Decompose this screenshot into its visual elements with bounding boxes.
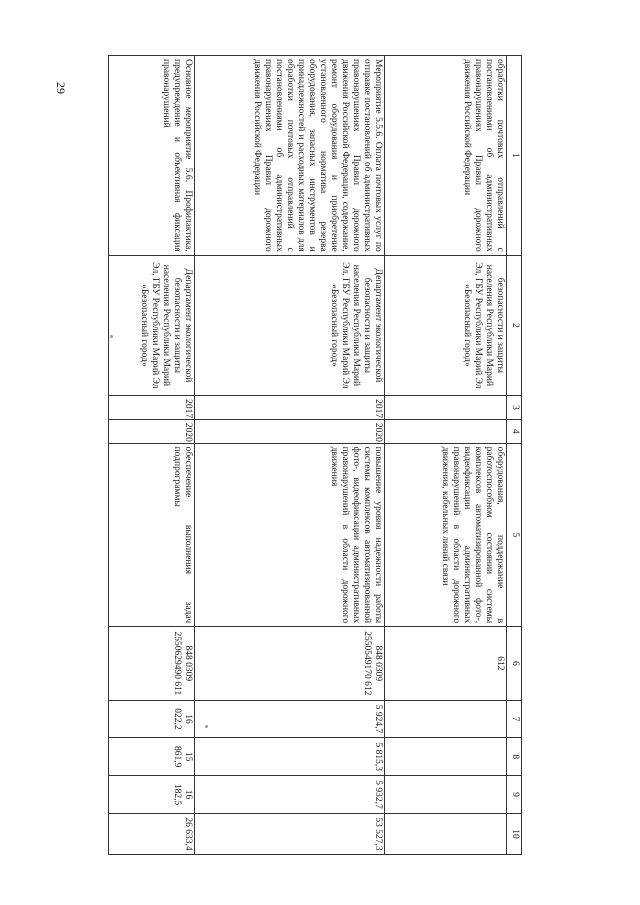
col-header-4: 4 [507, 419, 522, 443]
cell-value-10: 53 527,3 [195, 813, 385, 854]
cell-value-9 [385, 776, 507, 814]
cell-measure: обработки почтовых отправлений с постановлениями об административных правонарушениях Правил дорожного движения Российской Федерации [385, 56, 507, 256]
cell-value-9: 5 932,7 [195, 776, 385, 814]
cell-end-year: 2020 [195, 419, 385, 443]
col-header-10: 10 [507, 813, 522, 854]
col-header-7: 7 [507, 700, 522, 738]
cell-result: повышение уровня надежности работы системы комплексов автоматизированной фото-, видеофиксации административных правонарушений в области дорожного движения [195, 443, 385, 627]
program-table [108, 55, 522, 855]
cell-budget-code: 612 [385, 627, 507, 700]
col-header-2: 2 [507, 255, 522, 395]
page-number: 29 [54, 82, 68, 94]
cell-value-7 [385, 700, 507, 738]
cell-start-year: 2017 [195, 396, 385, 420]
cell-measure: Мероприятие 5.5.6. Оплата почтовых услуг по отправке постановлений об административных правонарушениях Правил дорожного движения Российской Федерации, содержание, ремонт оборудования и приобретение установленного норматива резерва оборудования, запасных инструментов и принадлежностей и расходных материалов для обработки почтовых отправлений с постановлениями об административных правонарушениях Правил дорожного движения Российской Федерации [195, 56, 385, 256]
cell-value-7: 16 022,2 [109, 700, 195, 738]
cell-budget-code: 848 0309 2550549170 612 [195, 627, 385, 700]
scan-speck [205, 725, 208, 728]
cell-value-10: 26 633,4 [109, 813, 195, 854]
cell-result: обеспечение выполнения задач подпрограммы [109, 443, 195, 627]
header-row [507, 56, 522, 855]
rotated-table-area [122, 55, 522, 855]
cell-start-year: 2017 [109, 396, 195, 420]
table-row [385, 56, 507, 855]
cell-result: оборудования, поддержание в работоспособном состоянии системы комплексов автоматизированной фото-, видеофиксации административных правонарушений в области дорожного движения, кабельных линий связи [385, 443, 507, 627]
col-header-6: 6 [507, 627, 522, 700]
cell-value-8: 5 815,3 [195, 738, 385, 776]
cell-executor: Департамент экологической безопасности и защиты населения Республики Марий Эл, ГБУ Республики Марий Эл «Безопасный город» [195, 255, 385, 395]
cell-measure: Основное мероприятие 5.6. Профилактика, предупреждение и объективная фиксация правонарушений [109, 56, 195, 256]
cell-value-7: 5 924,7 [195, 700, 385, 738]
col-header-1: 1 [507, 56, 522, 256]
cell-value-8 [385, 738, 507, 776]
table-row [109, 56, 195, 855]
cell-value-9: 16 182,5 [109, 776, 195, 814]
cell-value-8: 15 861,9 [109, 738, 195, 776]
cell-executor: безопасности и защиты населения Республики Марий Эл, ГБУ Республики Марий Эл «Безопасный город» [385, 255, 507, 395]
cell-executor: Департамент экологической безопасности и защиты населения Республики Марий Эл, ГБУ Республики Марий Эл «Безопасный город» [109, 255, 195, 395]
col-header-8: 8 [507, 738, 522, 776]
col-header-5: 5 [507, 443, 522, 627]
col-header-3: 3 [507, 396, 522, 420]
table-row [195, 56, 385, 855]
cell-end-year: 2020 [109, 419, 195, 443]
col-header-9: 9 [507, 776, 522, 814]
scan-speck [110, 335, 113, 338]
cell-start-year [385, 396, 507, 420]
cell-value-10 [385, 813, 507, 854]
cell-end-year [385, 419, 507, 443]
cell-budget-code: 848 0309 2550629490 611 [109, 627, 195, 700]
